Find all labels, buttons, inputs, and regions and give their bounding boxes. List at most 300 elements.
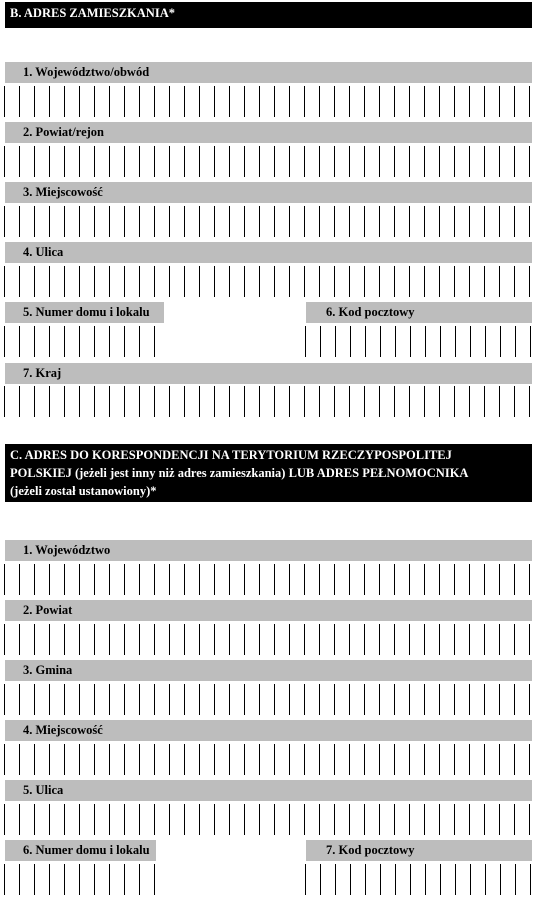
char-box[interactable]	[320, 386, 335, 417]
char-box[interactable]	[395, 804, 410, 835]
char-box[interactable]	[125, 86, 140, 117]
char-box[interactable]	[50, 624, 65, 655]
char-box[interactable]	[140, 864, 155, 895]
char-box[interactable]	[140, 804, 155, 835]
char-box[interactable]	[380, 804, 395, 835]
char-box[interactable]	[425, 804, 440, 835]
char-box[interactable]	[5, 804, 20, 835]
input-wojewodztwo[interactable]	[4, 564, 530, 595]
char-box[interactable]	[20, 266, 35, 297]
char-box[interactable]	[455, 684, 470, 715]
char-box[interactable]	[5, 206, 20, 237]
char-box[interactable]	[410, 624, 425, 655]
char-box[interactable]	[125, 326, 140, 357]
char-box[interactable]	[50, 804, 65, 835]
char-box[interactable]	[320, 564, 335, 595]
char-box[interactable]	[470, 146, 485, 177]
char-box[interactable]	[455, 624, 470, 655]
char-box[interactable]	[455, 206, 470, 237]
char-box[interactable]	[20, 564, 35, 595]
char-box[interactable]	[275, 744, 290, 775]
char-box[interactable]	[471, 326, 486, 357]
char-box[interactable]	[245, 564, 260, 595]
char-box[interactable]	[35, 864, 50, 895]
char-box[interactable]	[245, 386, 260, 417]
char-box[interactable]	[410, 146, 425, 177]
char-box[interactable]	[260, 206, 275, 237]
char-box[interactable]	[516, 326, 531, 357]
char-box[interactable]	[501, 864, 516, 895]
char-box[interactable]	[350, 146, 365, 177]
char-box[interactable]	[440, 564, 455, 595]
char-box[interactable]	[350, 86, 365, 117]
char-box[interactable]	[125, 624, 140, 655]
char-box[interactable]	[80, 804, 95, 835]
char-box[interactable]	[95, 206, 110, 237]
char-box[interactable]	[110, 624, 125, 655]
char-box[interactable]	[306, 326, 321, 357]
char-box[interactable]	[260, 564, 275, 595]
char-box[interactable]	[155, 386, 170, 417]
char-box[interactable]	[515, 624, 530, 655]
char-box[interactable]	[290, 146, 305, 177]
char-box[interactable]	[305, 146, 320, 177]
char-box[interactable]	[485, 624, 500, 655]
char-box[interactable]	[515, 564, 530, 595]
char-box[interactable]	[350, 386, 365, 417]
char-box[interactable]	[260, 386, 275, 417]
char-box[interactable]	[170, 684, 185, 715]
char-box[interactable]	[485, 564, 500, 595]
char-box[interactable]	[200, 86, 215, 117]
char-box[interactable]	[215, 146, 230, 177]
char-box[interactable]	[80, 386, 95, 417]
char-box[interactable]	[500, 744, 515, 775]
char-box[interactable]	[395, 744, 410, 775]
char-box[interactable]	[456, 864, 471, 895]
char-box[interactable]	[20, 864, 35, 895]
char-box[interactable]	[305, 684, 320, 715]
char-box[interactable]	[140, 326, 155, 357]
char-box[interactable]	[321, 864, 336, 895]
char-box[interactable]	[65, 146, 80, 177]
char-box[interactable]	[515, 266, 530, 297]
char-box[interactable]	[410, 744, 425, 775]
char-box[interactable]	[230, 146, 245, 177]
char-box[interactable]	[215, 386, 230, 417]
char-box[interactable]	[65, 804, 80, 835]
char-box[interactable]	[245, 744, 260, 775]
input-powiat-rejon[interactable]	[4, 146, 530, 177]
char-box[interactable]	[321, 326, 336, 357]
char-box[interactable]	[366, 864, 381, 895]
char-box[interactable]	[320, 804, 335, 835]
char-box[interactable]	[380, 146, 395, 177]
char-box[interactable]	[170, 744, 185, 775]
char-box[interactable]	[155, 146, 170, 177]
char-box[interactable]	[65, 386, 80, 417]
char-box[interactable]	[245, 86, 260, 117]
char-box[interactable]	[275, 564, 290, 595]
char-box[interactable]	[20, 804, 35, 835]
char-box[interactable]	[125, 266, 140, 297]
char-box[interactable]	[200, 386, 215, 417]
char-box[interactable]	[426, 326, 441, 357]
char-box[interactable]	[486, 326, 501, 357]
char-box[interactable]	[125, 804, 140, 835]
char-box[interactable]	[125, 386, 140, 417]
char-box[interactable]	[305, 386, 320, 417]
char-box[interactable]	[335, 624, 350, 655]
char-box[interactable]	[500, 86, 515, 117]
char-box[interactable]	[455, 86, 470, 117]
input-numer-domu-c[interactable]	[4, 864, 155, 895]
char-box[interactable]	[245, 206, 260, 237]
char-box[interactable]	[50, 326, 65, 357]
char-box[interactable]	[485, 386, 500, 417]
char-box[interactable]	[95, 624, 110, 655]
char-box[interactable]	[470, 624, 485, 655]
char-box[interactable]	[290, 624, 305, 655]
char-box[interactable]	[95, 266, 110, 297]
char-box[interactable]	[65, 684, 80, 715]
char-box[interactable]	[350, 744, 365, 775]
char-box[interactable]	[155, 804, 170, 835]
char-box[interactable]	[50, 86, 65, 117]
char-box[interactable]	[290, 564, 305, 595]
char-box[interactable]	[455, 146, 470, 177]
char-box[interactable]	[485, 804, 500, 835]
char-box[interactable]	[365, 804, 380, 835]
char-box[interactable]	[470, 564, 485, 595]
char-box[interactable]	[275, 684, 290, 715]
char-box[interactable]	[200, 684, 215, 715]
char-box[interactable]	[485, 86, 500, 117]
char-box[interactable]	[501, 326, 516, 357]
char-box[interactable]	[35, 386, 50, 417]
char-box[interactable]	[95, 326, 110, 357]
char-box[interactable]	[380, 684, 395, 715]
char-box[interactable]	[140, 266, 155, 297]
char-box[interactable]	[140, 744, 155, 775]
char-box[interactable]	[35, 326, 50, 357]
char-box[interactable]	[275, 804, 290, 835]
char-box[interactable]	[275, 266, 290, 297]
char-box[interactable]	[500, 624, 515, 655]
char-box[interactable]	[290, 86, 305, 117]
char-box[interactable]	[515, 146, 530, 177]
char-box[interactable]	[185, 146, 200, 177]
input-kraj[interactable]	[4, 386, 530, 417]
char-box[interactable]	[65, 206, 80, 237]
char-box[interactable]	[515, 804, 530, 835]
char-box[interactable]	[5, 624, 20, 655]
char-box[interactable]	[5, 266, 20, 297]
char-box[interactable]	[500, 146, 515, 177]
char-box[interactable]	[395, 266, 410, 297]
char-box[interactable]	[380, 386, 395, 417]
char-box[interactable]	[200, 564, 215, 595]
char-box[interactable]	[275, 386, 290, 417]
char-box[interactable]	[125, 206, 140, 237]
char-box[interactable]	[455, 266, 470, 297]
char-box[interactable]	[215, 266, 230, 297]
char-box[interactable]	[245, 146, 260, 177]
char-box[interactable]	[350, 684, 365, 715]
char-box[interactable]	[351, 864, 366, 895]
char-box[interactable]	[305, 206, 320, 237]
char-box[interactable]	[80, 146, 95, 177]
char-box[interactable]	[395, 624, 410, 655]
char-box[interactable]	[20, 146, 35, 177]
char-box[interactable]	[335, 684, 350, 715]
char-box[interactable]	[365, 146, 380, 177]
char-box[interactable]	[366, 326, 381, 357]
input-miejscowosc-c[interactable]	[4, 744, 530, 775]
char-box[interactable]	[290, 386, 305, 417]
char-box[interactable]	[215, 206, 230, 237]
char-box[interactable]	[20, 386, 35, 417]
char-box[interactable]	[65, 266, 80, 297]
char-box[interactable]	[35, 804, 50, 835]
char-box[interactable]	[110, 326, 125, 357]
char-box[interactable]	[35, 266, 50, 297]
char-box[interactable]	[365, 684, 380, 715]
char-box[interactable]	[65, 86, 80, 117]
char-box[interactable]	[5, 326, 20, 357]
char-box[interactable]	[110, 804, 125, 835]
char-box[interactable]	[320, 744, 335, 775]
char-box[interactable]	[170, 266, 185, 297]
char-box[interactable]	[455, 386, 470, 417]
char-box[interactable]	[5, 564, 20, 595]
char-box[interactable]	[140, 386, 155, 417]
char-box[interactable]	[80, 326, 95, 357]
input-wojewodztwo-obwod[interactable]	[4, 86, 530, 117]
char-box[interactable]	[500, 266, 515, 297]
char-box[interactable]	[200, 804, 215, 835]
input-ulica-c[interactable]	[4, 804, 530, 835]
char-box[interactable]	[230, 86, 245, 117]
char-box[interactable]	[260, 624, 275, 655]
char-box[interactable]	[65, 744, 80, 775]
char-box[interactable]	[380, 624, 395, 655]
char-box[interactable]	[155, 564, 170, 595]
char-box[interactable]	[140, 146, 155, 177]
char-box[interactable]	[335, 804, 350, 835]
char-box[interactable]	[350, 624, 365, 655]
char-box[interactable]	[426, 864, 441, 895]
char-box[interactable]	[20, 684, 35, 715]
char-box[interactable]	[140, 206, 155, 237]
char-box[interactable]	[305, 86, 320, 117]
char-box[interactable]	[185, 564, 200, 595]
char-box[interactable]	[396, 864, 411, 895]
char-box[interactable]	[95, 86, 110, 117]
char-box[interactable]	[395, 564, 410, 595]
char-box[interactable]	[335, 146, 350, 177]
char-box[interactable]	[95, 804, 110, 835]
char-box[interactable]	[65, 326, 80, 357]
char-box[interactable]	[381, 864, 396, 895]
char-box[interactable]	[80, 684, 95, 715]
char-box[interactable]	[425, 86, 440, 117]
char-box[interactable]	[485, 684, 500, 715]
char-box[interactable]	[230, 744, 245, 775]
char-box[interactable]	[320, 684, 335, 715]
char-box[interactable]	[80, 624, 95, 655]
char-box[interactable]	[245, 266, 260, 297]
char-box[interactable]	[335, 206, 350, 237]
char-box[interactable]	[410, 86, 425, 117]
char-box[interactable]	[515, 206, 530, 237]
char-box[interactable]	[425, 266, 440, 297]
char-box[interactable]	[305, 564, 320, 595]
char-box[interactable]	[200, 266, 215, 297]
char-box[interactable]	[260, 146, 275, 177]
char-box[interactable]	[275, 86, 290, 117]
char-box[interactable]	[335, 564, 350, 595]
char-box[interactable]	[320, 146, 335, 177]
char-box[interactable]	[275, 206, 290, 237]
char-box[interactable]	[260, 266, 275, 297]
char-box[interactable]	[410, 564, 425, 595]
char-box[interactable]	[80, 86, 95, 117]
char-box[interactable]	[80, 864, 95, 895]
char-box[interactable]	[305, 744, 320, 775]
char-box[interactable]	[35, 744, 50, 775]
char-box[interactable]	[185, 804, 200, 835]
char-box[interactable]	[125, 744, 140, 775]
input-numer-domu[interactable]	[4, 326, 155, 357]
char-box[interactable]	[230, 684, 245, 715]
char-box[interactable]	[110, 564, 125, 595]
char-box[interactable]	[140, 564, 155, 595]
char-box[interactable]	[380, 206, 395, 237]
char-box[interactable]	[515, 386, 530, 417]
char-box[interactable]	[365, 206, 380, 237]
char-box[interactable]	[335, 744, 350, 775]
char-box[interactable]	[110, 744, 125, 775]
char-box[interactable]	[230, 266, 245, 297]
char-box[interactable]	[140, 684, 155, 715]
char-box[interactable]	[456, 326, 471, 357]
char-box[interactable]	[485, 266, 500, 297]
char-box[interactable]	[335, 266, 350, 297]
char-box[interactable]	[20, 744, 35, 775]
char-box[interactable]	[80, 564, 95, 595]
char-box[interactable]	[200, 744, 215, 775]
char-box[interactable]	[290, 684, 305, 715]
input-powiat[interactable]	[4, 624, 530, 655]
char-box[interactable]	[110, 684, 125, 715]
char-box[interactable]	[95, 864, 110, 895]
char-box[interactable]	[365, 266, 380, 297]
char-box[interactable]	[50, 266, 65, 297]
char-box[interactable]	[485, 206, 500, 237]
char-box[interactable]	[65, 864, 80, 895]
char-box[interactable]	[440, 146, 455, 177]
char-box[interactable]	[5, 744, 20, 775]
char-box[interactable]	[380, 86, 395, 117]
char-box[interactable]	[365, 744, 380, 775]
char-box[interactable]	[455, 564, 470, 595]
char-box[interactable]	[50, 146, 65, 177]
char-box[interactable]	[320, 206, 335, 237]
char-box[interactable]	[125, 564, 140, 595]
char-box[interactable]	[185, 624, 200, 655]
char-box[interactable]	[215, 684, 230, 715]
input-kod-pocztowy-c[interactable]	[305, 864, 531, 895]
char-box[interactable]	[35, 206, 50, 237]
char-box[interactable]	[215, 804, 230, 835]
char-box[interactable]	[410, 684, 425, 715]
char-box[interactable]	[470, 744, 485, 775]
char-box[interactable]	[336, 864, 351, 895]
char-box[interactable]	[110, 86, 125, 117]
char-box[interactable]	[50, 684, 65, 715]
char-box[interactable]	[500, 684, 515, 715]
char-box[interactable]	[410, 386, 425, 417]
char-box[interactable]	[351, 326, 366, 357]
char-box[interactable]	[441, 326, 456, 357]
char-box[interactable]	[470, 266, 485, 297]
char-box[interactable]	[365, 564, 380, 595]
char-box[interactable]	[365, 86, 380, 117]
char-box[interactable]	[95, 684, 110, 715]
char-box[interactable]	[305, 624, 320, 655]
char-box[interactable]	[50, 864, 65, 895]
char-box[interactable]	[440, 624, 455, 655]
char-box[interactable]	[515, 684, 530, 715]
char-box[interactable]	[410, 206, 425, 237]
char-box[interactable]	[305, 804, 320, 835]
char-box[interactable]	[95, 146, 110, 177]
char-box[interactable]	[185, 386, 200, 417]
char-box[interactable]	[245, 624, 260, 655]
char-box[interactable]	[260, 86, 275, 117]
char-box[interactable]	[500, 804, 515, 835]
char-box[interactable]	[35, 684, 50, 715]
char-box[interactable]	[50, 206, 65, 237]
char-box[interactable]	[155, 206, 170, 237]
char-box[interactable]	[170, 146, 185, 177]
char-box[interactable]	[455, 804, 470, 835]
char-box[interactable]	[470, 206, 485, 237]
char-box[interactable]	[110, 386, 125, 417]
char-box[interactable]	[35, 564, 50, 595]
char-box[interactable]	[170, 86, 185, 117]
char-box[interactable]	[230, 804, 245, 835]
char-box[interactable]	[110, 146, 125, 177]
char-box[interactable]	[185, 266, 200, 297]
char-box[interactable]	[380, 564, 395, 595]
char-box[interactable]	[515, 86, 530, 117]
char-box[interactable]	[395, 386, 410, 417]
char-box[interactable]	[230, 564, 245, 595]
char-box[interactable]	[230, 206, 245, 237]
char-box[interactable]	[245, 684, 260, 715]
char-box[interactable]	[350, 564, 365, 595]
char-box[interactable]	[20, 86, 35, 117]
char-box[interactable]	[290, 206, 305, 237]
char-box[interactable]	[290, 744, 305, 775]
char-box[interactable]	[336, 326, 351, 357]
char-box[interactable]	[440, 744, 455, 775]
char-box[interactable]	[155, 684, 170, 715]
char-box[interactable]	[470, 386, 485, 417]
char-box[interactable]	[485, 146, 500, 177]
